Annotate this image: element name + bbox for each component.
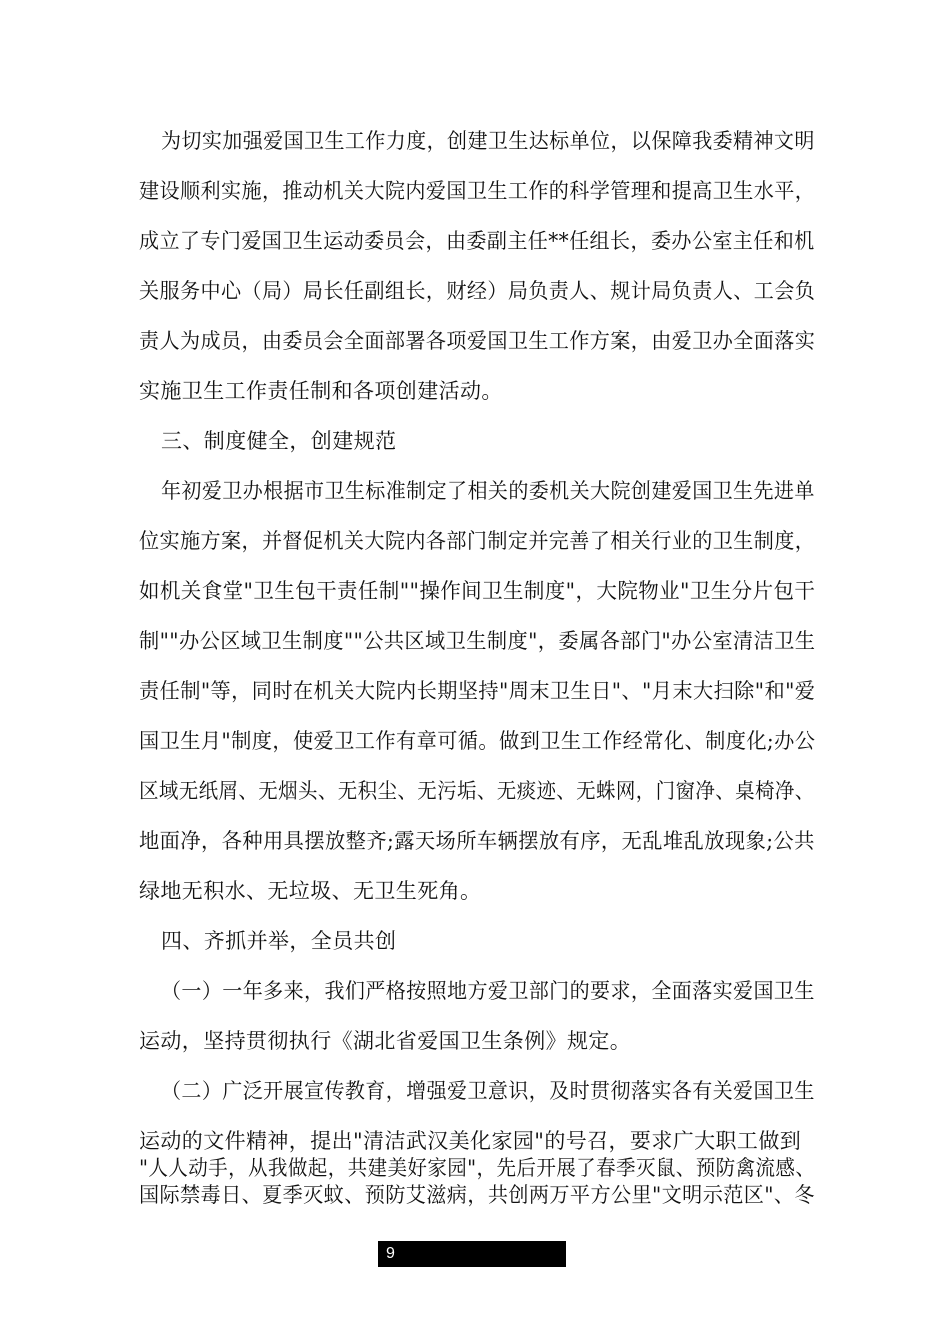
- paragraph-line: 如机关食堂"卫生包干责任制""操作间卫生制度"，大院物业"卫生分片包干: [139, 579, 816, 603]
- paragraph-line: 区域无纸屑、无烟头、无积尘、无污垢、无痰迹、无蛛网，门窗净、桌椅净、: [139, 779, 815, 803]
- paragraph-line: 实施卫生工作责任制和各项创建活动。: [139, 379, 503, 403]
- paragraph-line: 运动，坚持贯彻执行《湖北省爱国卫生条例》规定。: [139, 1029, 632, 1053]
- paragraph-line: "人人动手，从我做起，共建美好家园"，先后开展了春季灭鼠、预防禽流感、: [139, 1156, 816, 1180]
- paragraph-line: 绿地无积水、无垃圾、无卫生死角。: [139, 879, 482, 903]
- paragraph-line: 成立了专门爱国卫生运动委员会，由委副主任**任组长，委办公室主任和机: [139, 229, 815, 253]
- paragraph-line: 为切实加强爱国卫生工作力度，创建卫生达标单位，以保障我委精神文明: [161, 129, 815, 153]
- paragraph-line: 国际禁毒日、夏季灭蚊、预防艾滋病，共创两万平方公里"文明示范区"、冬: [139, 1183, 815, 1207]
- paragraph-line: （一）一年多来，我们严格按照地方爱卫部门的要求，全面落实爱国卫生: [161, 979, 815, 1003]
- paragraph-line: 建设顺利实施，推动机关大院内爱国卫生工作的科学管理和提高卫生水平，: [139, 179, 816, 203]
- paragraph-line: 国卫生月"制度，使爱卫工作有章可循。做到卫生工作经常化、制度化;办公: [139, 729, 816, 753]
- paragraph-line: 制""办公区域卫生制度""公共区域卫生制度"，委属各部门"办公室清洁卫生: [139, 629, 816, 653]
- page-number: 9: [386, 1245, 395, 1262]
- paragraph-line: 地面净，各种用具摆放整齐;露天场所车辆摆放有序，无乱堆乱放现象;公共: [139, 829, 815, 853]
- paragraph-line: 关服务中心（局）局长任副组长，财经）局负责人、规计局负责人、工会负: [139, 279, 816, 303]
- paragraph-line: 年初爱卫办根据市卫生标准制定了相关的委机关大院创建爱国卫生先进单: [161, 479, 815, 503]
- paragraph-line: 责任制"等，同时在机关大院内长期坚持"周末卫生日"、"月末大扫除"和"爱: [139, 679, 816, 703]
- section-heading: 三、制度健全，创建规范: [161, 429, 397, 453]
- paragraph-line: 责人为成员，由委员会全面部署各项爱国卫生工作方案，由爱卫办全面落实: [139, 329, 816, 353]
- page-number-bar: [378, 1241, 566, 1267]
- section-heading: 四、齐抓并举，全员共创: [161, 929, 397, 953]
- paragraph-line: 位实施方案，并督促机关大院内各部门制定并完善了相关行业的卫生制度，: [139, 529, 816, 553]
- paragraph-line: 运动的文件精神，提出"清洁武汉美化家园"的号召，要求广大职工做到: [139, 1129, 802, 1153]
- paragraph-line: （二）广泛开展宣传教育，增强爱卫意识，及时贯彻落实各有关爱国卫生: [161, 1079, 815, 1103]
